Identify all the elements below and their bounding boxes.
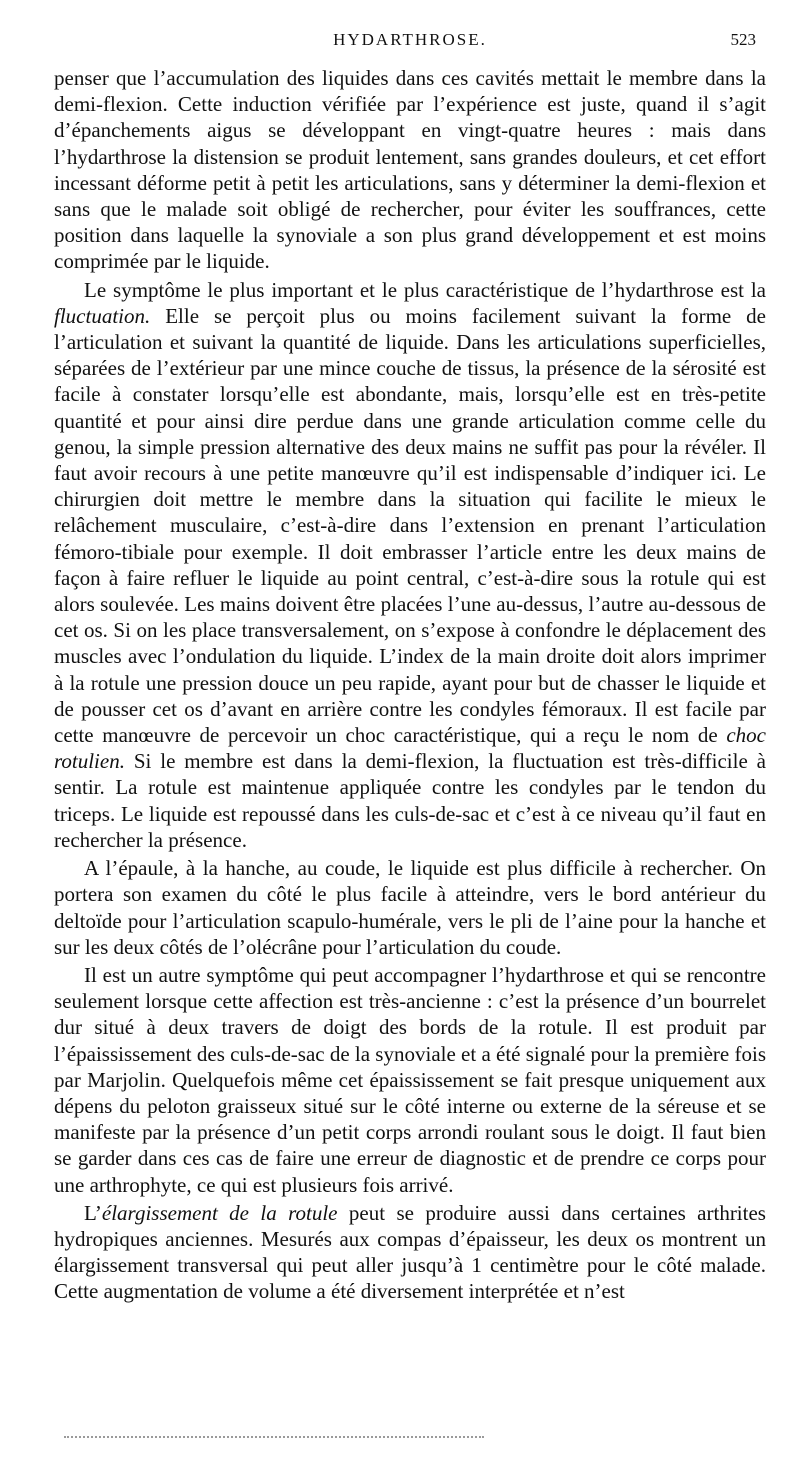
- running-title: HYDARTHROSE.: [333, 30, 487, 49]
- italic-term: fluctuation.: [54, 303, 151, 328]
- paragraph-1: [54, 65, 766, 275]
- paragraph-4: [54, 962, 766, 1198]
- paragraph-2: [54, 277, 766, 853]
- footer-rule: [64, 1436, 484, 1438]
- text-run: Elle se perçoit plus ou moins facilement suivant la forme de l’articulation et suivant la quantité de liquide. Dans les articulations superficielles, séparées de l’extérieur par une mince couche de tissus, la présence de la sérosité est facile à constater lorsqu’elle est abondante, mais, lorsqu’elle est en très-petite quantité et pour ainsi dire perdue dans une grande articulation comme celle du genou, la simple pression alternative des deux mains ne suffit pas pour la révéler. Il faut avoir recours à une petite manœuvre qu’il est indispensable d’indiquer ici. Le chirurgien doit mettre le membre dans la situation qui facilite le mieux le relâchement musculaire, c’est-à-dire dans l’extension en prenant l’articulation fémoro-tibiale pour exemple. Il doit embrasser l’article entre les deux mains de façon à faire refluer le liquide au point central, c’est-à-dire sous la rotule qui est alors soulevée. Les mains doivent être placées l’une au-dessus, l’autre au-dessous de cet os. Si on les place transversalement, on s’expose à confondre le déplacement des muscles avec l’ondulation du liquide. L’index de la main droite doit alors imprimer à la rotule une pression douce un peu rapide, ayant pour but de chasser le liquide et de pousser cet os d’avant en arrière contre les condyles fémoraux. Il est facile par cette manœuvre de percevoir un choc caractéristique, qui a reçu le nom de: [54, 303, 766, 748]
- running-head: [60, 30, 760, 58]
- paragraph-5: [54, 1200, 766, 1305]
- page-number: 523: [730, 30, 756, 49]
- text-run: Il est un autre symptôme qui peut accompagner l’hydarthrose et qui se rencontre seulement lorsque cette affection est très-ancienne : c’est la présence d’un bourrelet dur situé à deux travers de doigt des bords de la rotule. Il est produit par l’épaississement des culs-de-sac de la synoviale et a été signalé pour la première fois par Marjolin. Quelquefois même cet épaississement se fait presque uniquement aux dépens du peloton graisseux situé sur le côté interne ou externe de la séreuse et se manifeste par la présence d’un petit corps arrondi roulant sous le doigt. Il faut bien se garder dans ces cas de faire une erreur de diagnostic et de prendre ce corps pour une arthrophyte, ce qui est plusieurs fois arrivé.: [54, 962, 766, 1197]
- text-run: penser que l’accumulation des liquides dans ces cavités mettait le membre dans la demi-flexion. Cette induction vérifiée par l’expérience est juste, quand il s’agit d’épanchements aigus se développant en vingt-quatre heures : mais dans l’hydarthrose la distension se produit lentement, sans grandes douleurs, et cet effort incessant déforme petit à petit les articulations, sans y déterminer la demi-flexion et sans que le malade soit obligé de rechercher, pour éviter les souffrances, cette position dans laquelle la synoviale a son plus grand développement et est moins comprimée par le liquide.: [54, 66, 766, 274]
- text-run: Si le membre est dans la demi-flexion, la fluctuation est très-difficile à sentir. La rotule est maintenue appliquée contre les condyles par le tendon du triceps. Le liquide est repoussé dans les culs-de-sac et c’est à ce niveau qu’il faut en rechercher la présence.: [54, 749, 766, 852]
- text-run: A l’épaule, à la hanche, au coude, le liquide est plus difficile à rechercher. On portera son examen du côté le plus facile à atteindre, vers le bord antérieur du deltoïde pour l’articulation scapulo-humérale, vers le pli de l’aine pour la hanche et sur les deux côtés de l’olécrâne pour l’articulation du coude.: [54, 856, 766, 959]
- italic-term: choc rotulien.: [54, 723, 766, 774]
- paragraph-3: [54, 855, 766, 960]
- text-run: L’: [84, 1200, 102, 1225]
- text-body: [54, 65, 766, 1305]
- italic-term: élargissement de la rotule: [101, 1200, 338, 1225]
- text-run: Le symptôme le plus important et le plus caractéristique de l’hydarthrose est la: [84, 277, 766, 302]
- text-run: peut se produire aussi dans certaines arthrites hydropiques anciennes. Mesurés aux compas d’épaisseur, les deux os montrent un élargissement transversal qui peut aller jusqu’à 1 centimètre pour le côté malade. Cette augmentation de volume a été diversement interprétée et n’est: [54, 1200, 766, 1304]
